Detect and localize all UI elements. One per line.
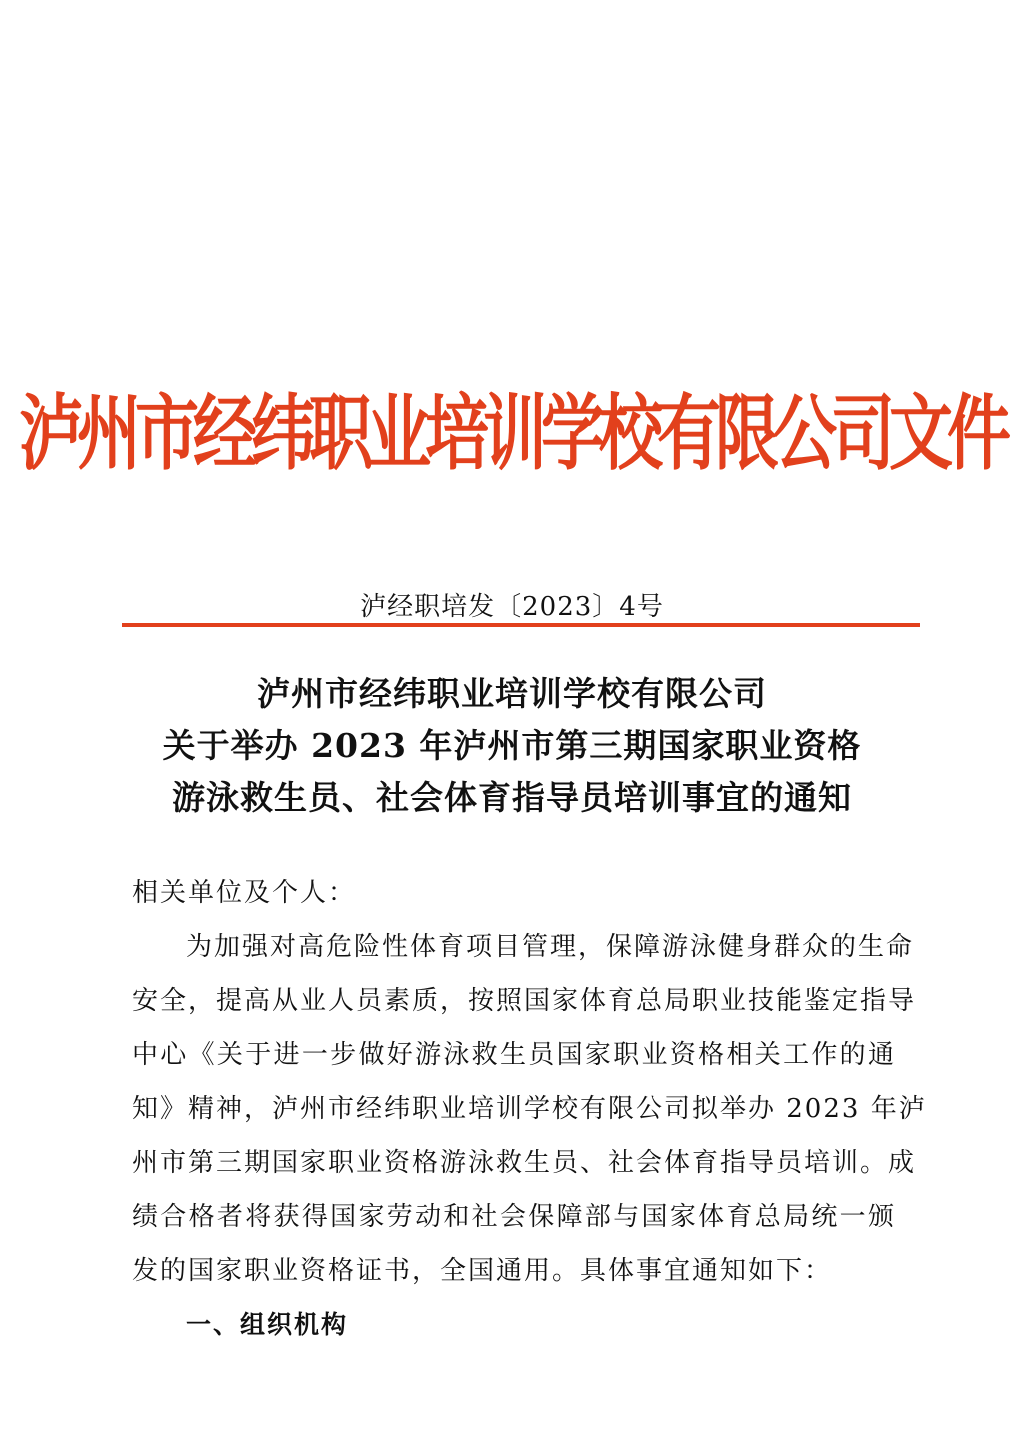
paragraph-line: 知》精神，泸州市经纬职业培训学校有限公司拟举办 2023 年泸	[132, 1094, 927, 1124]
paragraph-line: 中心《关于进一步做好游泳救生员国家职业资格相关工作的通	[132, 1040, 896, 1070]
title-line-2: 关于举办 2023 年泸州市第三期国家职业资格	[162, 726, 862, 765]
title-line-3: 游泳救生员、社会体育指导员培训事宜的通知	[172, 778, 852, 817]
document-number: 泸经职培发〔2023〕4号	[360, 592, 664, 622]
salutation: 相关单位及个人：	[132, 878, 357, 908]
notice-title	[0, 668, 1024, 824]
issuer-header: 泸州市经纬职业培训学校有限公司文件	[19, 387, 1005, 482]
title-line-1: 泸州市经纬职业培训学校有限公司	[257, 674, 767, 713]
paragraph-line: 安全，提高从业人员素质，按照国家体育总局职业技能鉴定指导	[132, 986, 917, 1016]
notice-body	[132, 866, 927, 1352]
paragraph-line: 为加强对高危险性体育项目管理，保障游泳健身群众的生命	[186, 932, 915, 962]
paragraph-line: 绩合格者将获得国家劳动和社会保障部与国家体育总局统一颁	[132, 1202, 896, 1232]
paragraph-line: 州市第三期国家职业资格游泳救生员、社会体育指导员培训。成	[132, 1148, 917, 1178]
red-divider	[122, 623, 920, 627]
paragraph-line: 发的国家职业资格证书，全国通用。具体事宜通知如下：	[132, 1256, 833, 1286]
section-heading: 一、组织机构	[186, 1310, 349, 1339]
